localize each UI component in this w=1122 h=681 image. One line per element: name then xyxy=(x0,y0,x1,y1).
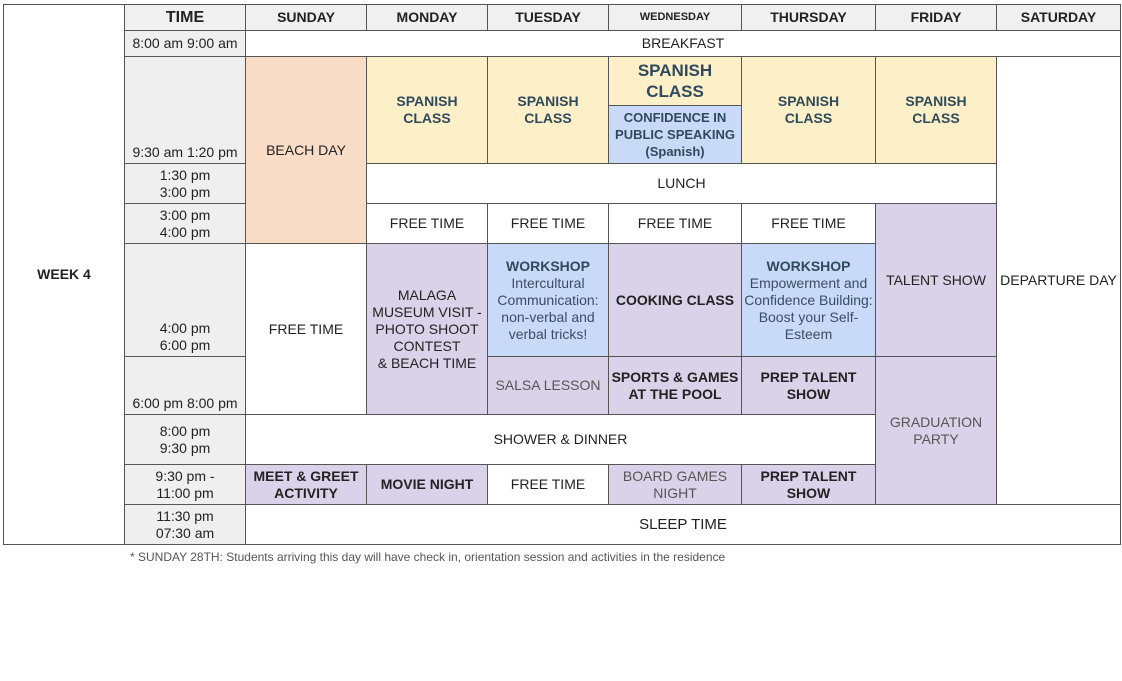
spanish-class-monday xyxy=(367,57,488,164)
public-speaking-cell: CONFIDENCE IN PUBLIC SPEAKING (Spanish) xyxy=(609,106,741,163)
time-end: 4:00 pm xyxy=(159,223,211,240)
time-start: 8:00 pm xyxy=(159,422,211,439)
breakfast-cell: BREAKFAST xyxy=(246,31,1121,57)
spanish-label: SPANISH xyxy=(637,61,713,80)
time-end: 07:30 am xyxy=(155,524,215,541)
lunch-cell: LUNCH xyxy=(367,164,997,204)
free-time-sunday: FREE TIME xyxy=(246,244,367,415)
graduation-party-cell: GRADUATION PARTY xyxy=(876,357,997,505)
workshop-thursday-cell xyxy=(742,244,876,357)
spanish-label: SPANISH xyxy=(517,93,579,109)
spanish-label: SPANISH xyxy=(777,93,840,109)
table-row xyxy=(4,204,1121,244)
time-cell: 8:00 am 9:00 am xyxy=(125,31,246,57)
workshop-description: Empowerment and Confidence Building: Boost your Self-Esteem xyxy=(744,274,873,342)
spanish-class-thursday xyxy=(742,57,876,164)
meet-greet-cell: MEET & GREET ACTIVITY xyxy=(246,465,367,505)
time-start: 9:30 pm - xyxy=(155,467,215,484)
header-friday: FRIDAY xyxy=(876,5,997,31)
spanish-class-tuesday xyxy=(488,57,609,164)
spanish-label: SPANISH xyxy=(905,93,967,109)
time-cell xyxy=(125,465,246,505)
workshop-title: WORKSHOP xyxy=(506,257,590,274)
header-thursday: THURSDAY xyxy=(742,5,876,31)
salsa-lesson-cell: SALSA LESSON xyxy=(488,357,609,415)
shower-dinner-cell: SHOWER & DINNER xyxy=(246,415,876,465)
free-time-monday: FREE TIME xyxy=(367,204,488,244)
class-label: CLASS xyxy=(403,110,451,126)
talent-show-cell: TALENT SHOW xyxy=(876,204,997,357)
spanish-label: SPANISH xyxy=(396,93,458,109)
malaga-museum-cell xyxy=(367,244,488,415)
time-cell xyxy=(125,505,246,545)
workshop-title: WORKSHOP xyxy=(766,257,851,274)
malaga-label: MALAGA MUSEUM VISIT - PHOTO SHOOT CONTEST xyxy=(372,286,482,354)
table-row xyxy=(4,57,1121,164)
time-start: 11:30 pm xyxy=(156,507,214,524)
time-cell xyxy=(125,164,246,204)
workshop-tuesday-cell xyxy=(488,244,609,357)
table-row xyxy=(4,505,1121,545)
class-label: CLASS xyxy=(646,82,704,101)
sports-games-cell: SPORTS & GAMES AT THE POOL xyxy=(609,357,742,415)
time-end: 9:30 pm xyxy=(159,439,211,456)
table-row xyxy=(4,164,1121,204)
week-label: WEEK 4 xyxy=(4,5,125,545)
beach-time-label: & BEACH TIME xyxy=(377,354,477,371)
time-end: 6:00 pm xyxy=(159,337,211,353)
workshop-description: Intercultural Communication: non-verbal and verbal tricks! xyxy=(497,274,599,342)
prep-talent-show-night: PREP TALENT SHOW xyxy=(742,465,876,505)
free-time-wednesday: FREE TIME xyxy=(609,204,742,244)
free-time-tuesday-night: FREE TIME xyxy=(488,465,609,505)
prep-talent-show-thursday: PREP TALENT SHOW xyxy=(742,357,876,415)
class-label: CLASS xyxy=(784,110,833,126)
time-start: 1:30 pm xyxy=(159,166,211,183)
movie-night-cell: MOVIE NIGHT xyxy=(367,465,488,505)
time-cell: 9:30 am 1:20 pm xyxy=(125,57,246,164)
time-end: 3:00 pm xyxy=(159,183,211,200)
free-time-tuesday: FREE TIME xyxy=(488,204,609,244)
header-sunday: SUNDAY xyxy=(246,5,367,31)
spanish-class-wednesday xyxy=(609,57,741,106)
header-saturday: SATURDAY xyxy=(997,5,1121,31)
time-start: 3:00 pm xyxy=(159,206,211,223)
time-cell xyxy=(125,244,246,357)
table-row xyxy=(4,357,1121,415)
class-label: CLASS xyxy=(912,110,960,126)
header-monday: MONDAY xyxy=(367,5,488,31)
spanish-class-friday xyxy=(876,57,997,164)
free-time-thursday: FREE TIME xyxy=(742,204,876,244)
header-tuesday: TUESDAY xyxy=(488,5,609,31)
departure-day-cell: DEPARTURE DAY xyxy=(997,57,1121,505)
beach-day-cell: BEACH DAY xyxy=(246,57,367,244)
time-end: 11:00 pm xyxy=(156,484,214,501)
time-start: 4:00 pm xyxy=(159,320,211,336)
table-row xyxy=(4,31,1121,57)
header-wednesday: WEDNESDAY xyxy=(609,5,742,31)
sleep-time-cell: SLEEP TIME xyxy=(246,505,1121,545)
header-row xyxy=(4,5,1121,31)
time-cell xyxy=(125,204,246,244)
class-label: CLASS xyxy=(524,110,572,126)
board-games-cell: BOARD GAMES NIGHT xyxy=(609,465,742,505)
wednesday-morning-cell xyxy=(609,57,742,164)
weekly-schedule-table xyxy=(3,4,1121,545)
time-cell xyxy=(125,415,246,465)
cooking-class-cell: COOKING CLASS xyxy=(609,244,742,357)
footnote: * SUNDAY 28TH: Students arriving this day will have check in, orientation session and activities in the residence xyxy=(130,550,726,564)
time-cell: 6:00 pm 8:00 pm xyxy=(125,357,246,415)
header-time: TIME xyxy=(125,5,246,31)
